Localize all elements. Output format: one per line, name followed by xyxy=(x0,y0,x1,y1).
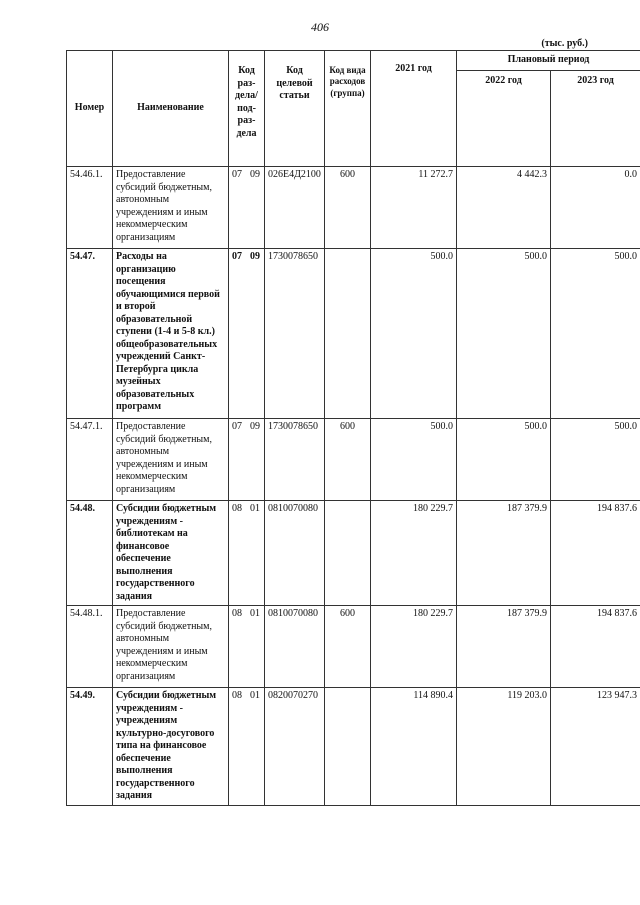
section-part: 08 xyxy=(232,503,242,514)
table-row xyxy=(67,606,640,688)
section-part: 07 xyxy=(232,251,242,262)
row-expense-code xyxy=(325,688,371,806)
row-value-2021: 180 229.7 xyxy=(371,606,457,688)
row-target-code: 0810070080 xyxy=(265,606,325,688)
row-value-2023: 123 947.3 xyxy=(551,688,640,806)
subsection-part: 01 xyxy=(250,608,260,619)
row-section-code xyxy=(229,606,265,688)
row-value-2023: 0.0 xyxy=(551,167,640,249)
table-row xyxy=(67,688,640,806)
header-name: Наименование xyxy=(113,51,229,167)
row-value-2022: 119 203.0 xyxy=(457,688,551,806)
row-section-code xyxy=(229,249,265,419)
row-expense-code: 600 xyxy=(325,606,371,688)
section-part: 07 xyxy=(232,169,242,180)
row-number: 54.47. xyxy=(67,249,113,419)
row-value-2023: 500.0 xyxy=(551,419,640,501)
row-expense-code xyxy=(325,249,371,419)
row-section-code xyxy=(229,688,265,806)
table-row xyxy=(67,419,640,501)
row-expense-code xyxy=(325,501,371,606)
row-number: 54.46.1. xyxy=(67,167,113,249)
row-section-code xyxy=(229,501,265,606)
subsection-part: 01 xyxy=(250,690,260,701)
table-row xyxy=(67,249,640,419)
row-name: Субсидии бюджетным учреждениям - библиотекам на финансовое обеспечение выполнения государственного задания xyxy=(113,501,229,606)
subsection-part: 09 xyxy=(250,251,260,262)
row-expense-code: 600 xyxy=(325,167,371,249)
row-section-code xyxy=(229,167,265,249)
row-target-code: 0820070270 xyxy=(265,688,325,806)
row-number: 54.47.1. xyxy=(67,419,113,501)
row-name: Расходы на организацию посещения обучающимися первой и второй образовательной ступени (1-4 и 5-8 кл.) общеобразовательных учреждений Санкт-Петербурга цикла музейных образовательных программ xyxy=(113,249,229,419)
row-value-2021: 500.0 xyxy=(371,249,457,419)
header-number: Номер xyxy=(67,51,113,167)
table-row xyxy=(67,167,640,249)
row-number: 54.49. xyxy=(67,688,113,806)
row-value-2022: 500.0 xyxy=(457,249,551,419)
section-part: 08 xyxy=(232,690,242,701)
row-value-2023: 500.0 xyxy=(551,249,640,419)
row-expense-code: 600 xyxy=(325,419,371,501)
budget-table xyxy=(66,50,640,806)
row-value-2021: 180 229.7 xyxy=(371,501,457,606)
table-row xyxy=(67,501,640,606)
row-name: Предоставление субсидий бюджетным, автономным учреждениям и иным некоммерческим организациям xyxy=(113,167,229,249)
subsection-part: 09 xyxy=(250,169,260,180)
row-name: Предоставление субсидий бюджетным, автономным учреждениям и иным некоммерческим организациям xyxy=(113,606,229,688)
row-value-2021: 114 890.4 xyxy=(371,688,457,806)
row-section-code xyxy=(229,419,265,501)
row-value-2022: 187 379.9 xyxy=(457,501,551,606)
subsection-part: 01 xyxy=(250,503,260,514)
row-target-code: 0810070080 xyxy=(265,501,325,606)
row-target-code: 1730078650 xyxy=(265,249,325,419)
row-number: 54.48.1. xyxy=(67,606,113,688)
row-name: Субсидии бюджетным учреждениям - учреждениям культурно-досугового типа на финансовое обеспечение выполнения государственного задания xyxy=(113,688,229,806)
row-value-2021: 11 272.7 xyxy=(371,167,457,249)
page-number: 406 xyxy=(311,20,329,34)
row-target-code: 026Е4Д2100 xyxy=(265,167,325,249)
row-name: Предоставление субсидий бюджетным, автономным учреждениям и иным некоммерческим организациям xyxy=(113,419,229,501)
header-year-2023: 2023 год xyxy=(551,71,640,167)
row-value-2021: 500.0 xyxy=(371,419,457,501)
row-value-2022: 4 442.3 xyxy=(457,167,551,249)
row-number: 54.48. xyxy=(67,501,113,606)
header-year-2021: 2021 год xyxy=(371,51,457,167)
subsection-part: 09 xyxy=(250,421,260,432)
header-year-2022: 2022 год xyxy=(457,71,551,167)
header-planned-period: Плановый период xyxy=(457,51,640,71)
row-value-2022: 500.0 xyxy=(457,419,551,501)
header-expense-code: Код вида расходов (группа) xyxy=(325,51,371,167)
row-target-code: 1730078650 xyxy=(265,419,325,501)
row-value-2023: 194 837.6 xyxy=(551,606,640,688)
row-value-2023: 194 837.6 xyxy=(551,501,640,606)
header-target-code: Код целевой статьи xyxy=(265,51,325,167)
section-part: 08 xyxy=(232,608,242,619)
section-part: 07 xyxy=(232,421,242,432)
units-label: (тыс. руб.) xyxy=(541,38,588,49)
header-section-code: Код раз-дела/ под-раз-дела xyxy=(229,51,265,167)
row-value-2022: 187 379.9 xyxy=(457,606,551,688)
